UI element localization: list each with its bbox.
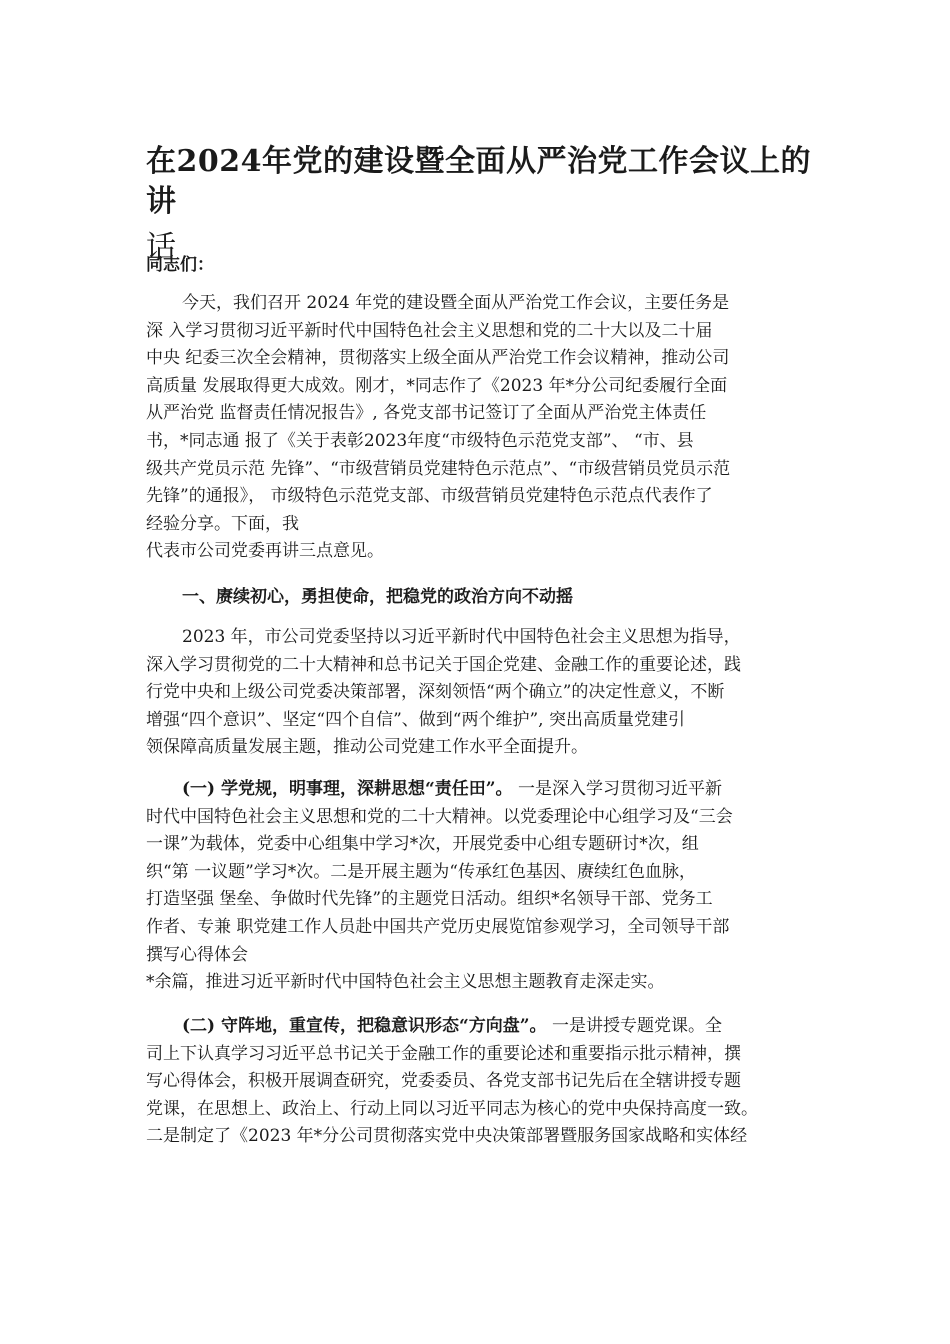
subsection-1-paragraph: (一) 学党规，明事理，深耕思想“责任田”。 一是深入学习贯彻习近平新 时代中国特色社会主义思想和党的二十大精神。以党委理论中心组学习及“三会 一课”为载体，党委中心组集中学习*次，开展党委中心组专题研讨*次，组 织“第 一议题”学习*次。二是开展主题为“传承红色基因、赓续红色血脉， 打造坚强 堡垒、争做时代先锋”的主题党日活动。组织*名领导干部、党务工 作者、专兼 职党建工作人员赴中国共产党历史展览馆参观学习，全司领导干部 撰写心得体会 *余篇，推进习近平新时代中国特色社会主义思想主题教育走深走实。: [146, 779, 733, 993]
section-1-heading: 一、赓续初心，勇担使命，把稳党的政治方向不动摇: [182, 587, 573, 607]
subsection-1-heading: (一) 学党规，明事理，深耕思想“责任田”。: [182, 779, 513, 799]
subsection-2-heading: (二) 守阵地，重宣传，把稳意识形态“方向盘”。: [182, 1016, 547, 1036]
title-line-2: 话: [146, 230, 177, 265]
document-title: [146, 142, 816, 268]
title-line-1: 在2024年党的建设暨全面从严治党工作会议上的讲: [146, 144, 811, 219]
salutation: 同志们：: [146, 255, 214, 275]
subsection-2-paragraph: (二) 守阵地，重宣传，把稳意识形态“方向盘”。 一是讲授专题党课。全 司上下认真学习习近平总书记关于金融工作的重要论述和重要指示批示精神，撰 写心得体会，积极开展调查研究，党委委员、各党支部书记先后在全辖讲授专题 党课，在思想上、政治上、行动上同以习近平同志为核心的党中央保持高度一致。 二是制定了《2023 年*分公司贯彻落实党中央决策部署暨服务国家战略和实体经: [146, 1016, 758, 1147]
section-1-paragraph: 2023 年，市公司党委坚持以习近平新时代中国特色社会主义思想为指导， 深入学习贯彻党的二十大精神和总书记关于国企党建、金融工作的重要论述，践 行党中央和上级公司党委决策部署，深刻领悟“两个确立”的决定性意义，不断 增强“四个意识”、坚定“四个自信”、做到“两个维护”, 突出高质量党建引 领保障高质量发展主题，推动公司党建工作水平全面提升。: [146, 627, 741, 758]
intro-paragraph: 今天，我们召开 2024 年党的建设暨全面从严治党工作会议，主要任务是 深 入学习贯彻习近平新时代中国特色社会主义思想和党的二十大以及二十届 中央 纪委三次全会精神，贯彻落实上级全面从严治党工作会议精神，推动公司 高质量 发展取得更大成效。刚才，*同志作了《2023 年*分公司纪委履行全面 从严治党 监督责任情况报告》, 各党支部书记签订了全面从严治党主体责任 书，*同志通 报了《关于表彰2023年度“市级特色示范党支部”、 “市、县 级共产党员示范 先锋”、“市级营销员党建特色示范点”、“市级营销员党员示范 先锋”的通报》， 市级特色示范党支部、市级营销员党建特色示范点代表作了 经验分享。下面，我 代表市公司党委再讲三点意见。: [146, 293, 731, 562]
